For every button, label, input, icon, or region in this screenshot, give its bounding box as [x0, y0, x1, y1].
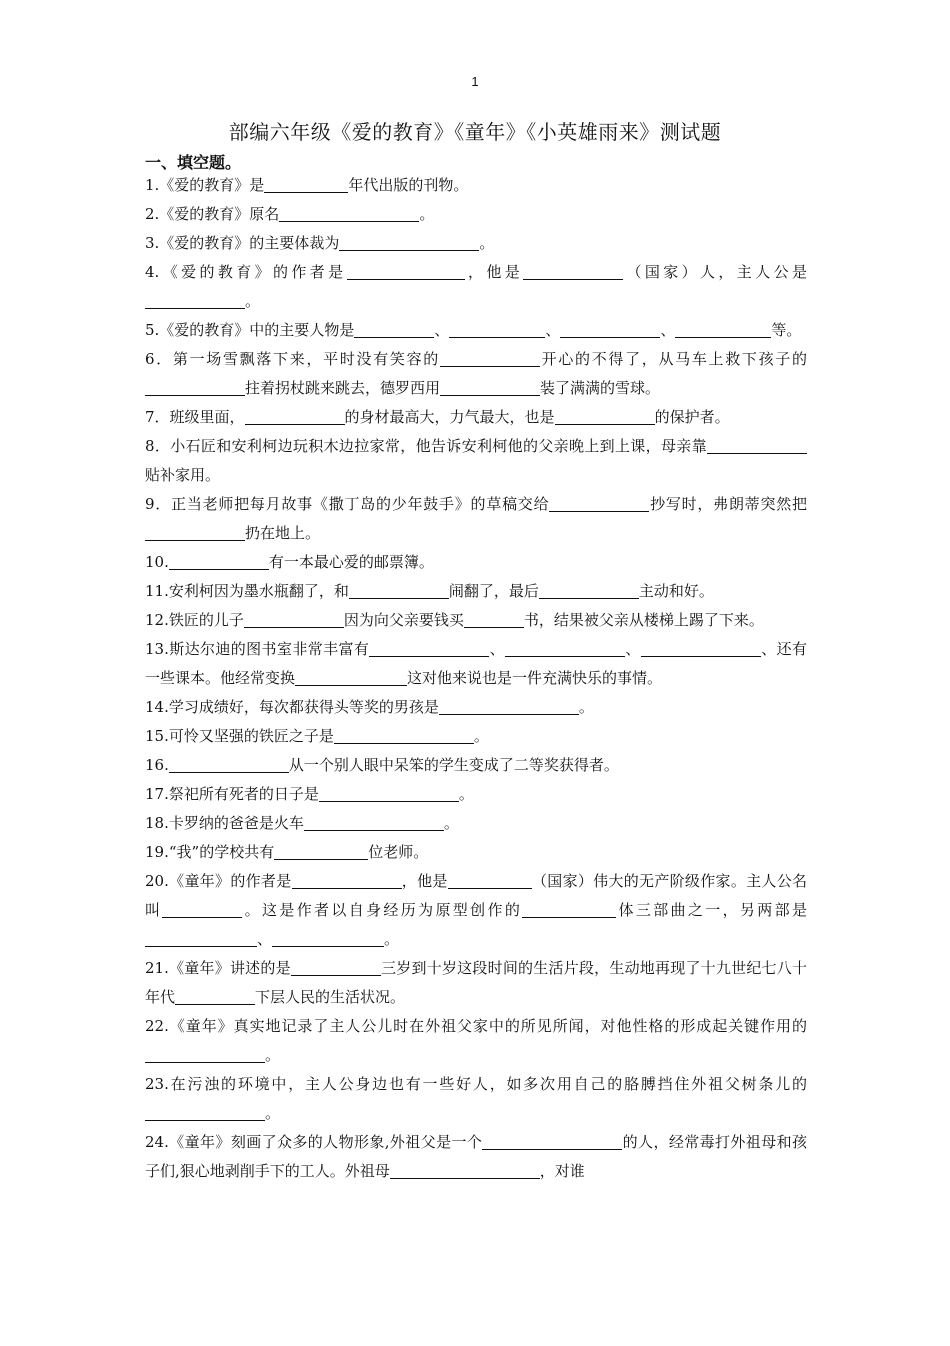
- question-6: 6．第一场雪飘落下来，平时没有笑容的 开心的不得了，从马车上救下孩子的拄着拐杖跳来跳去，德罗西用 装了满满的雪球。: [145, 350, 807, 397]
- blank[interactable]: [464, 609, 524, 628]
- blank[interactable]: [145, 522, 245, 541]
- question-18: 18.卡罗纳的爸爸是火车 。: [145, 814, 459, 832]
- blank[interactable]: [145, 1044, 265, 1063]
- question-5: 5.《爱的教育》中的主要人物是 、 、 、 等。: [145, 321, 802, 339]
- question-14: 14.学习成绩好，每次都获得头等奖的男孩是 。: [145, 698, 594, 716]
- blank[interactable]: [334, 725, 474, 744]
- question-9: 9．正当老师把每月故事《撒丁岛的少年鼓手》的草稿交给 抄写时，弗朗蒂突然把扔在地上。: [145, 495, 807, 542]
- blank[interactable]: [244, 609, 344, 628]
- blank[interactable]: [449, 319, 545, 338]
- blank[interactable]: [448, 870, 532, 889]
- question-17: 17.祭祀所有死者的日子是 。: [145, 785, 474, 803]
- blank[interactable]: [390, 1160, 540, 1179]
- blank[interactable]: [274, 841, 368, 860]
- blank[interactable]: [339, 232, 479, 251]
- question-16: 16. 从一个别人眼中呆笨的学生变成了二等奖获得者。: [145, 756, 619, 774]
- question-10: 10. 有一本最心爱的邮票簿。: [145, 553, 434, 571]
- blank[interactable]: [291, 957, 381, 976]
- blank[interactable]: [522, 899, 616, 918]
- blank[interactable]: [539, 580, 639, 599]
- blank[interactable]: [439, 696, 579, 715]
- blank[interactable]: [707, 435, 807, 454]
- blank[interactable]: [347, 261, 465, 280]
- blank[interactable]: [369, 638, 489, 657]
- blank[interactable]: [169, 754, 289, 773]
- blank[interactable]: [169, 551, 269, 570]
- blank[interactable]: [505, 638, 625, 657]
- question-4: 4.《爱的教育》的作者是 ，他是 （国家）人，主人公是。: [145, 263, 807, 310]
- blank[interactable]: [292, 870, 402, 889]
- blank[interactable]: [482, 1131, 622, 1150]
- blank[interactable]: [349, 580, 449, 599]
- blank[interactable]: [354, 319, 434, 338]
- blank[interactable]: [523, 261, 623, 280]
- section-heading: 一、填空题。: [145, 153, 242, 172]
- question-2: 2.《爱的教育》原名 。: [145, 205, 435, 223]
- blank[interactable]: [549, 493, 649, 512]
- question-20: 20.《童年》的作者是 ，他是 （国家）伟大的无产阶级作家。主人公名叫 。这是作者以自身经历为原型创作的 体三部曲之一，另两部是、 。: [145, 872, 807, 948]
- question-8: 8．小石匠和安利柯边玩积木边拉家常，他告诉安利柯他的父亲晚上到上课，母亲靠贴补家用。: [145, 432, 807, 490]
- question-list: [145, 171, 807, 1186]
- blank[interactable]: [555, 406, 655, 425]
- blank[interactable]: [272, 928, 384, 947]
- blank[interactable]: [295, 667, 407, 686]
- blank[interactable]: [304, 812, 444, 831]
- question-24: 24.《童年》刻画了众多的人物形象,外祖父是一个 的人，经常毒打外祖母和孩子们,狠心地剥削手下的工人。外祖母 ，对谁: [145, 1133, 807, 1180]
- page-number: 1: [471, 74, 479, 89]
- blank[interactable]: [319, 783, 459, 802]
- blank[interactable]: [675, 319, 771, 338]
- question-19: 19.“我”的学校共有 位老师。: [145, 843, 429, 861]
- question-13: 13.斯达尔迪的图书室非常丰富有 、 、 、还有一些课本。他经常变换 这对他来说也是一件充满快乐的事情。: [145, 640, 807, 687]
- blank[interactable]: [440, 348, 540, 367]
- blank[interactable]: [560, 319, 660, 338]
- blank[interactable]: [145, 1102, 265, 1121]
- blank[interactable]: [145, 377, 245, 396]
- blank[interactable]: [145, 290, 245, 309]
- question-21: 21.《童年》讲述的是 三岁到十岁这段时间的生活片段，生动地再现了十九世纪七八十年代 下层人民的生活状况。: [145, 959, 807, 1006]
- blank[interactable]: [279, 203, 419, 222]
- question-3: 3.《爱的教育》的主要体裁为 。: [145, 234, 495, 252]
- blank[interactable]: [641, 638, 761, 657]
- question-1: 1.《爱的教育》是 年代出版的刊物。: [145, 176, 469, 194]
- blank[interactable]: [440, 377, 540, 396]
- blank[interactable]: [264, 174, 348, 193]
- question-22: 22.《童年》真实地记录了主人公儿时在外祖父家中的所见所闻，对他性格的形成起关键作用的。: [145, 1017, 807, 1064]
- question-12: 12.铁匠的儿子 因为向父亲要钱买 书，结果被父亲从楼梯上踢了下来。: [145, 611, 764, 629]
- blank[interactable]: [245, 406, 345, 425]
- question-23: 23.在污浊的环境中，主人公身边也有一些好人，如多次用自己的胳膊挡住外祖父树条儿的。: [145, 1075, 807, 1122]
- blank[interactable]: [145, 928, 257, 947]
- blank[interactable]: [175, 986, 255, 1005]
- question-15: 15.可怜又坚强的铁匠之子是 。: [145, 727, 489, 745]
- page-title: 部编六年级《爱的教育》《童年》《小英雄雨来》测试题: [228, 120, 722, 144]
- question-7: 7．班级里面， 的身材最高大，力气最大，也是 的保护者。: [145, 408, 730, 426]
- blank[interactable]: [162, 899, 242, 918]
- question-11: 11.安利柯因为墨水瓶翻了，和 闹翻了，最后 主动和好。: [145, 582, 714, 600]
